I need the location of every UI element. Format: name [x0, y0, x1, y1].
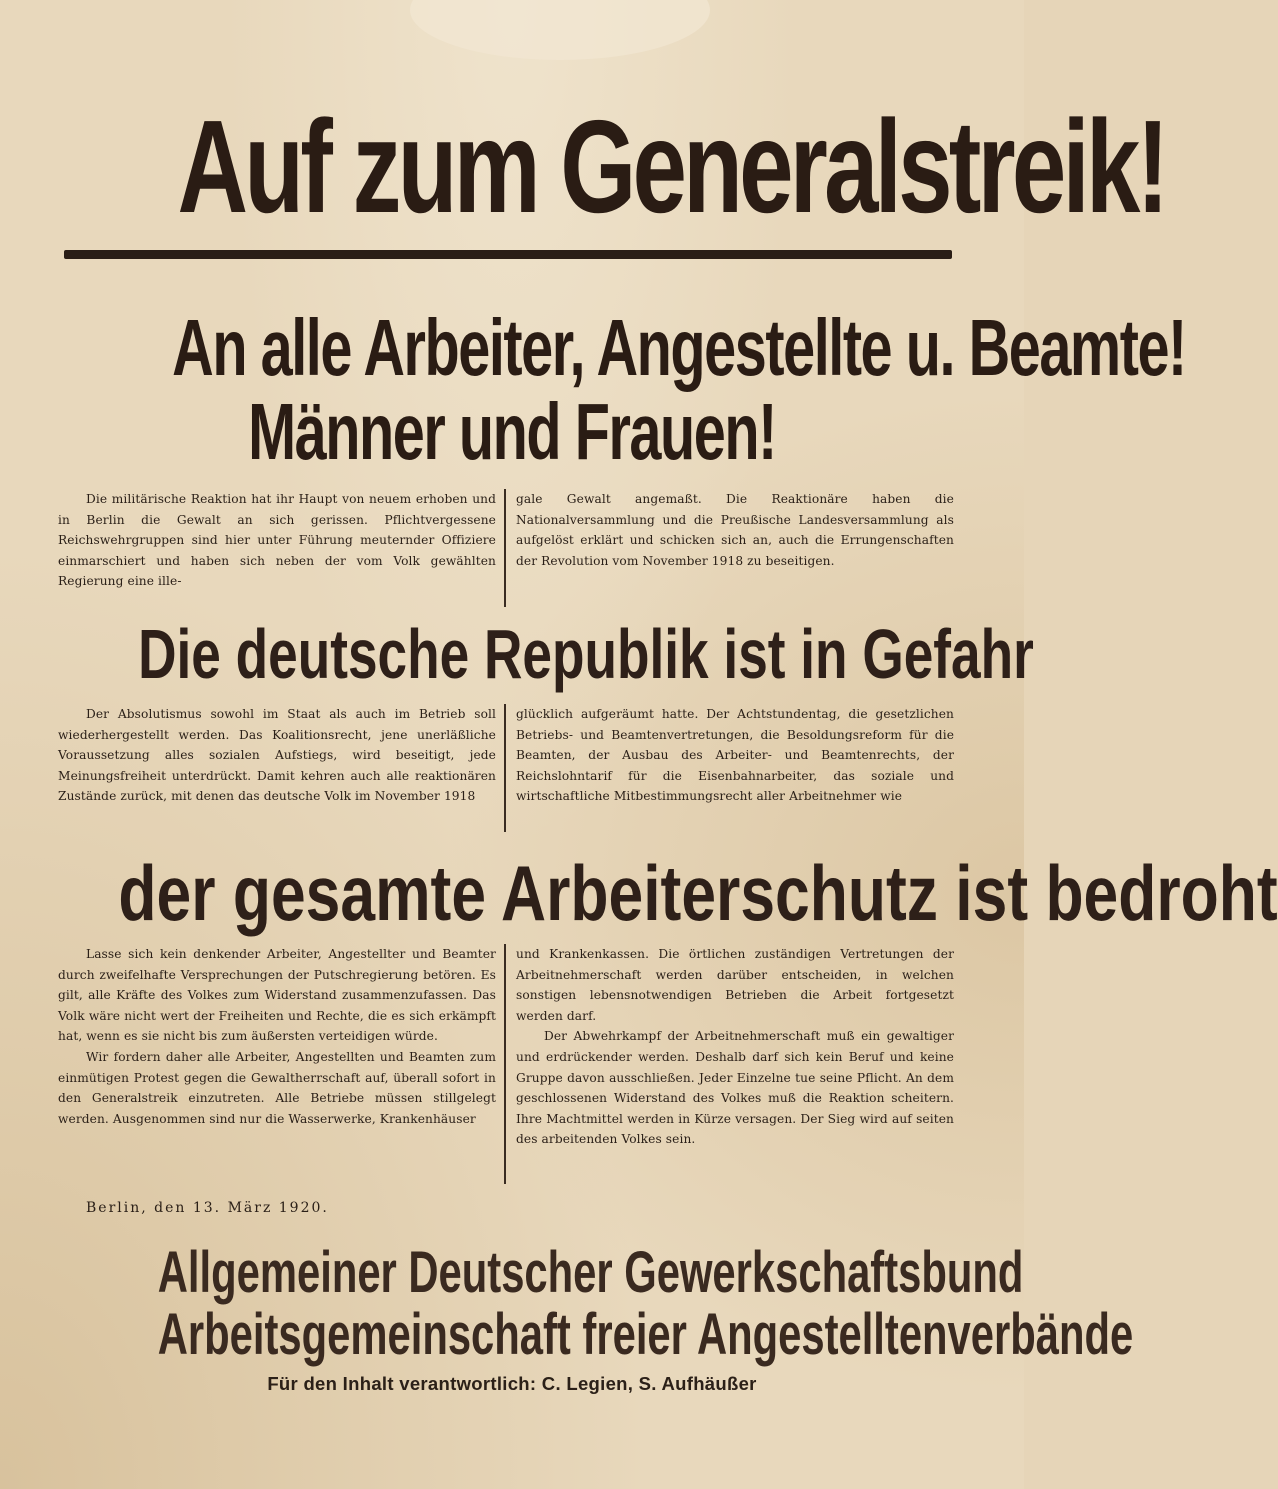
headline-rule	[64, 250, 952, 259]
section-1-left	[58, 489, 496, 615]
slogan-worker-protection-threatened: der gesamte Arbeiterschutz ist bedroht	[118, 849, 1278, 937]
addressee-line-1: An alle Arbeiter, Angestellte u. Beamte!	[172, 303, 1186, 392]
column-divider	[504, 489, 506, 607]
signatory-afa: Arbeitsgemeinschaft freier Angestelltenverbände	[157, 1302, 1134, 1367]
section-2	[58, 704, 954, 838]
section-2-right	[516, 704, 954, 838]
column-divider	[504, 944, 506, 1184]
column-divider	[504, 704, 506, 832]
paragraph: gale Gewalt angemaßt. Die Reaktionäre haben die Nationalversammlung und die Preußische Landesversammlung als aufgelöst erklärt und schicken sich an, auch die Errungenschaften der Revolution vom November 1918 zu beseitigen.	[516, 492, 954, 568]
paper-tear	[410, 0, 710, 60]
paragraph: Der Abwehrkampf der Arbeitnehmerschaft muß ein gewaltiger und erdrückender werden. Deshalb darf sich kein Beruf und keine Gruppe davon ausschließen. Jeder Einzelne tue seine Pflicht. An dem geschlossenen Widerstand des Volkes muß die Reaktion scheitern. Ihre Machtmittel werden in Kürze versagen. Der Sieg wird auf seiten des arbeitenden Volkes sein.	[516, 1029, 954, 1147]
section-3-left	[58, 944, 496, 1192]
section-2-left	[58, 704, 496, 838]
section-3	[58, 944, 954, 1192]
section-1	[58, 489, 954, 615]
responsibility-note: Für den Inhalt verantwortlich: C. Legien, S. Aufhäußer	[267, 1373, 757, 1394]
paragraph: Die militärische Reaktion hat ihr Haupt von neuem erhoben und in Berlin die Gewalt an sich gerissen. Pflichtvergessene Reichswehrgruppen sind hier unter Führung meuternder Offiziere einmarschiert und haben sich neben der vom Volk gewählten Regierung eine ille-	[58, 492, 496, 589]
dateline: Berlin, den 13. März 1920.	[86, 1200, 329, 1216]
paragraph: und Krankenkassen. Die örtlichen zuständigen Vertretungen der Arbeitnehmerschaft werden darüber entscheiden, in welchen sonstigen lebensnotwendigen Betrieben die Arbeit fortgesetzt werden darf.	[516, 947, 954, 1023]
section-3-right	[516, 944, 954, 1192]
addressee-line-2: Männer und Frauen!	[248, 387, 776, 476]
slogan-republic-in-danger: Die deutsche Republik ist in Gefahr	[138, 615, 1034, 693]
paragraph: Der Absolutismus sowohl im Staat als auch im Betrieb soll wiederhergestellt werden. Das Koalitionsrecht, jene unerläßliche Voraussetzung alles sozialen Aufstiegs, wird beseitigt, jede Meinungsfreiheit unterdrückt. Damit kehren auch alle reaktionären Zustände zurück, mit denen das deutsche Volk im November 1918	[58, 707, 496, 804]
headline: Auf zum Generalstreik!	[177, 93, 1166, 240]
section-1-right	[516, 489, 954, 615]
signatory-adgb: Allgemeiner Deutscher Gewerkschaftsbund	[157, 1240, 1024, 1305]
paragraph: glücklich aufgeräumt hatte. Der Achtstundentag, die gesetzlichen Betriebs- und Beamtenvertretungen, die Besoldungsreform für die Beamten, der Ausbau des Arbeiter- und Beamtenrechts, der Reichslohntarif für die Eisenbahnarbeiter, das soziale und wirtschaftliche Mitbestimmungsrecht aller Arbeitnehmer wie	[516, 707, 954, 804]
paragraph: Lasse sich kein denkender Arbeiter, Angestellter und Beamter durch zweifelhafte Versprechungen der Putschregierung betören. Es gilt, alle Kräfte des Volkes zum Widerstand zusammenzufassen. Das Volk wäre nicht wert der Freiheiten und Rechte, die es sich erkämpft hat, wenn es sie nicht bis zum äußersten verteidigen würde.	[58, 947, 496, 1044]
paragraph: Wir fordern daher alle Arbeiter, Angestellten und Beamten zum einmütigen Protest gegen die Gewaltherrschaft auf, überall sofort in den Generalstreik einzutreten. Alle Betriebe müssen stillgelegt werden. Ausgenommen sind nur die Wasserwerke, Krankenhäuser	[58, 1049, 496, 1126]
